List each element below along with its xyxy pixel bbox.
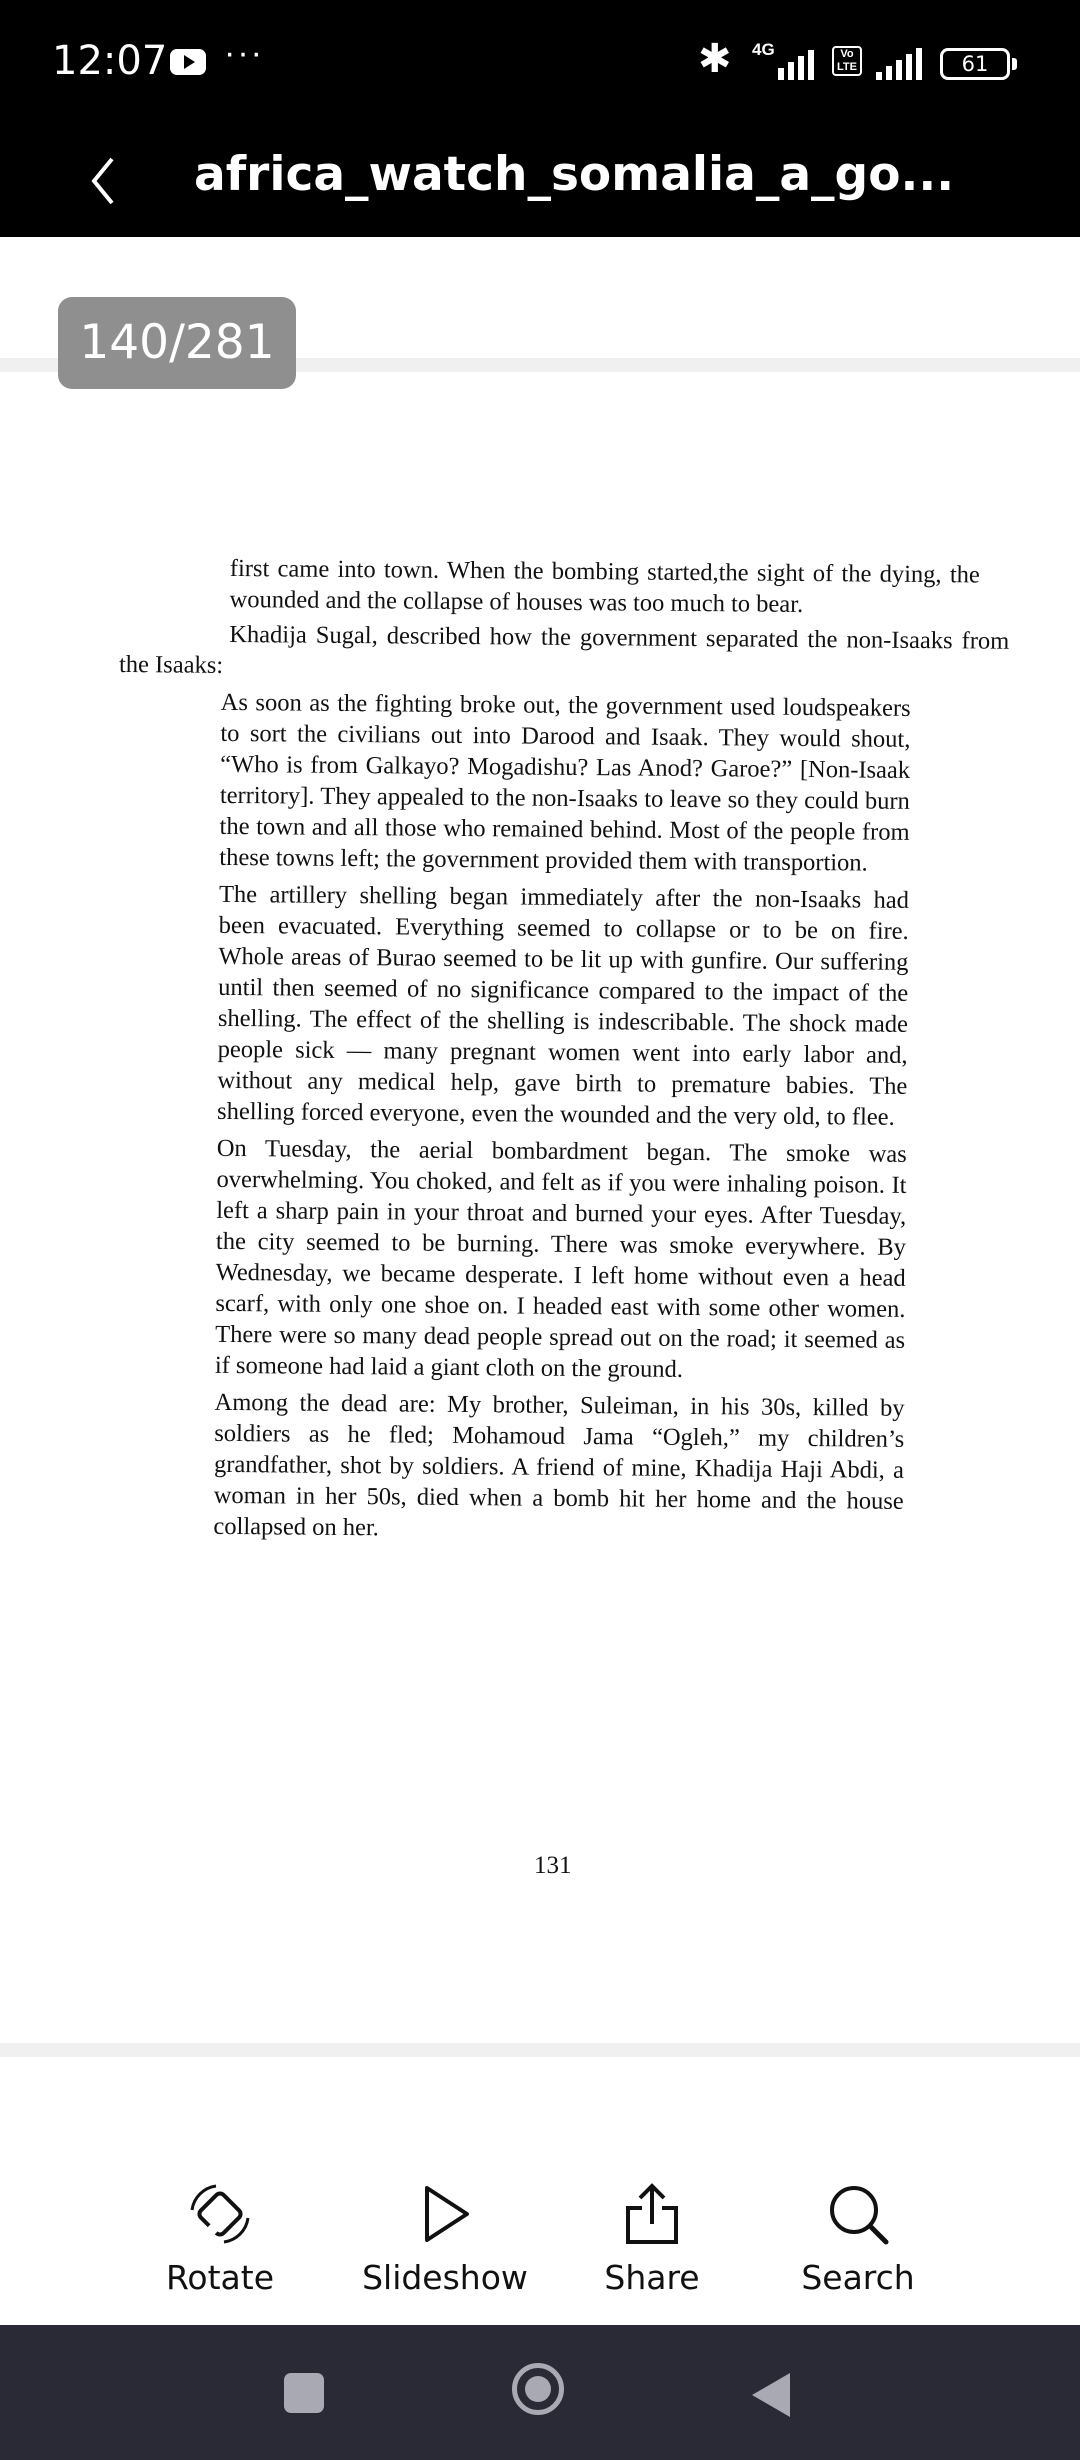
signal-icon-2 [876,44,926,80]
share-icon [620,2182,684,2246]
page-indicator: 140/281 [58,297,296,389]
slideshow-label: Slideshow [362,2258,528,2297]
home-icon[interactable] [512,2363,564,2415]
battery-icon: 61 [940,48,1010,80]
document-title: africa_watch_somalia_a_go... [194,147,955,202]
volte-icon: Vo LTE [832,46,862,76]
paragraph: first came into town. When the bombing started,the sight of the dying, the wounded and the collapse of houses was too much to bear. [229,554,980,618]
network-type-label: 4G [752,40,775,59]
back-triangle-icon[interactable] [752,2373,790,2417]
page-separator [0,2043,1080,2057]
status-bar [0,0,1080,125]
signal-icon-1 [778,44,822,80]
quote-paragraph: As soon as the fighting broke out, the government used loudspeakers to sort the civilians out into Darood and Isaak. They would shout, “Who is from Galkayo? Mogadishu? Las Anod? Garoe?” [Non-Isaak territory]. They appealed to the non-Isaaks to leave so they could burn the town and all those who remained behind. Most of the people from these towns left; the government provided them with transportion. [219,688,911,877]
youtube-icon [170,49,206,75]
play-icon [413,2182,477,2246]
quote-paragraph: Among the dead are: My brother, Suleiman, in his 30s, killed by soldiers as he fled; Mohamoud Jama “Ogleh,” my children’s grandfather, shot by soldiers. A friend of mine, Khadija Haji Abdi, a woman in her 50s, died when a bomb hit her home and the house collapsed on her. [213,1388,905,1542]
more-notifications-icon: ··· [224,34,264,72]
document-page-text [111,552,1020,1549]
bluetooth-icon: ✱ [698,37,732,81]
quote-paragraph: The artillery shelling began immediately after the non-Isaaks had been evacuated. Everything seemed to collapse or to be on fire. Whole areas of Burao seemed to be lit up with gunfire. Our suffering until then seemed of no significance compared to the impact of the shelling. The effect of the shelling is indescribable. The shock made people sick — many pregnant women went into early labor and, without any medical help, gave birth to premature babies. The shelling forced everyone, even the wounded and the very old, to flee. [217,880,910,1131]
page-number: 131 [534,1852,572,1879]
status-time: 12:07 [52,38,168,84]
rotate-label: Rotate [165,2258,275,2297]
app-header [0,125,1080,237]
paragraph: Khadija Sugal, described how the government separated the non-Isaaks from the Isaaks: [118,620,1010,679]
chevron-left-icon[interactable] [82,153,138,209]
share-label: Share [604,2258,700,2297]
system-nav-bar [0,2325,1080,2460]
search-icon [826,2182,890,2246]
search-label: Search [801,2258,915,2297]
bottom-toolbar [0,2130,1080,2325]
rotate-icon [188,2182,252,2246]
recents-icon[interactable] [284,2373,324,2413]
battery-cap [1012,58,1017,70]
quote-paragraph: On Tuesday, the aerial bombardment began. The smoke was overwhelming. You choked, and felt as if you were inhaling poison. It left a sharp pain in your throat and burned your eyes. After Tuesday, the city seemed to be burning. There was smoke everywhere. By Wednesday, we became desperate. I left home without even a head scarf, with only one shoe on. I headed east with some other women. There were so many dead people spread out on the road; it seemed as if someone had laid a giant cloth on the ground. [214,1134,907,1383]
